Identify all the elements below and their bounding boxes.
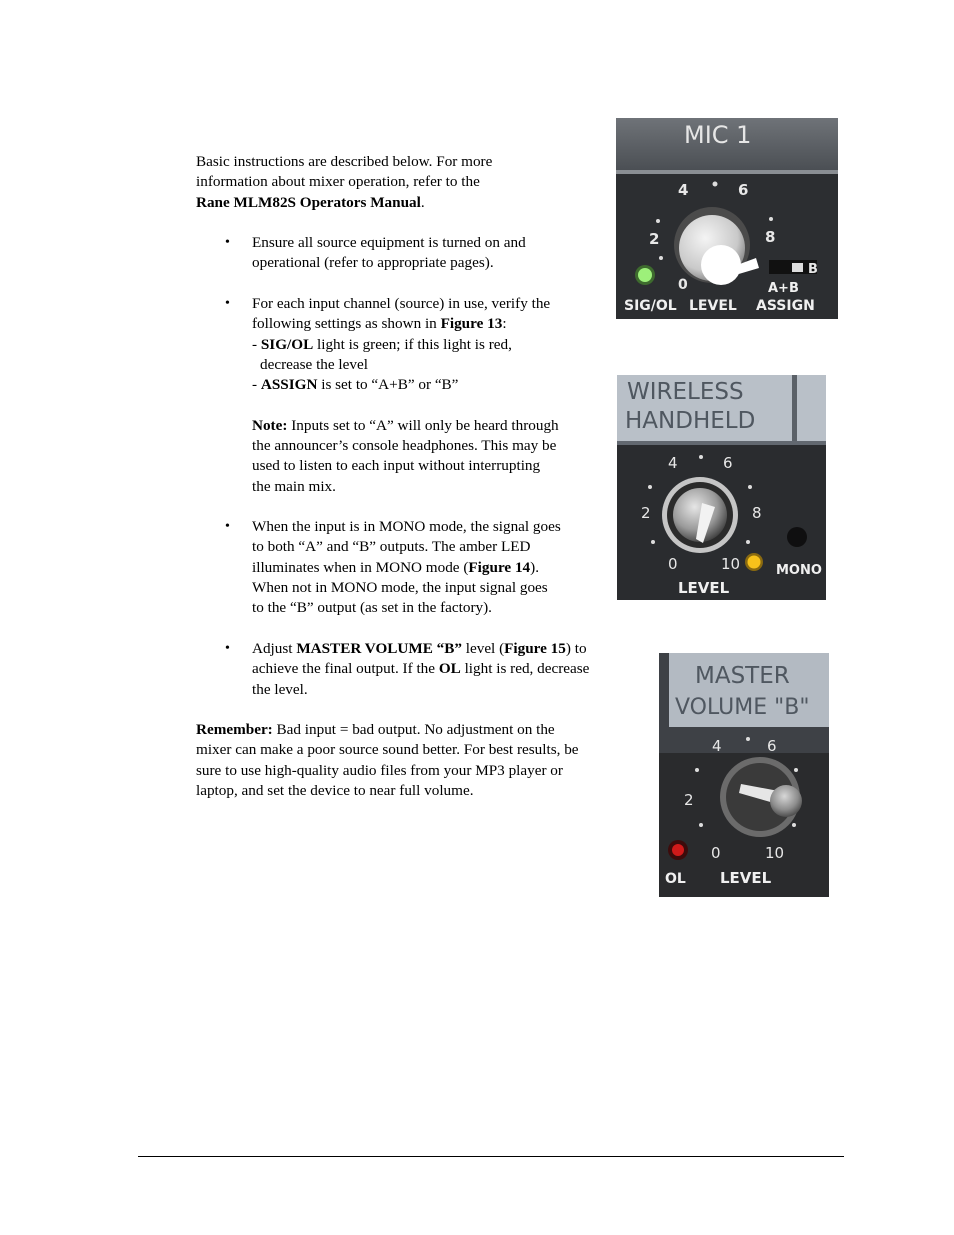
remember-line-4: laptop, and set the device to near full volume.: [196, 781, 474, 799]
mic-level-knob[interactable]: [701, 245, 741, 285]
wireless-handheld-panel-photo: [617, 375, 826, 600]
bullet-4-text: [252, 639, 589, 700]
mic-title: MIC 1: [684, 121, 752, 149]
figure-15-ref: Figure 15: [504, 640, 566, 657]
mic-tick-4: 4: [678, 181, 689, 199]
footer-rule: [138, 1156, 844, 1157]
master-tick-4: 4: [712, 737, 722, 755]
wireless-tick-2: 2: [641, 504, 651, 522]
bullet-3-line-5: to the “B” output (as set in the factory).: [252, 599, 492, 617]
master-title-1: MASTER: [695, 663, 790, 689]
assign-line: - ASSIGN is set to “A+B” or “B”: [252, 376, 459, 394]
bullet-2-line-2: following settings as shown in Figure 13:: [252, 315, 507, 333]
intro-line-1: Basic instructions are described below. For more: [196, 153, 493, 170]
sig-ol-line-2: decrease the level: [260, 355, 368, 373]
master-volume-b-panel-photo: [659, 653, 829, 897]
bullet-1-line-2: operational (refer to appropriate pages).: [252, 254, 494, 272]
wireless-level-label: LEVEL: [678, 579, 730, 597]
remember-line-3: sure to use high-quality audio files from your MP3 player or: [196, 761, 563, 779]
bullet-1-text: [252, 233, 526, 274]
wireless-tick-0: 0: [668, 555, 678, 573]
mono-led: [748, 556, 761, 569]
remember-line-1: Remember: Bad input = bad output. No adjustment on the: [196, 721, 555, 738]
mic-level-label: LEVEL: [689, 298, 737, 314]
wireless-tick-4: 4: [668, 454, 678, 472]
sig-ol-label: SIG/OL: [624, 298, 677, 314]
master-level-label: LEVEL: [720, 869, 772, 887]
bullet-4-line-3: the level.: [252, 680, 308, 698]
bullet-3-line-3: illuminates when in MONO mode (Figure 14).: [252, 558, 539, 576]
mono-button[interactable]: [787, 527, 807, 547]
wireless-tick-6: 6: [723, 454, 733, 472]
bullet-3-line-4: When not in MONO mode, the input signal goes: [252, 578, 548, 596]
note-line-1: Note: Inputs set to “A” will only be heard through: [252, 416, 559, 434]
bullet-2-line-1: For each input channel (source) in use, verify the: [252, 295, 551, 312]
remember-paragraph: [196, 720, 579, 801]
master-tick-2: 2: [684, 791, 694, 809]
wireless-tick-10: 10: [721, 555, 741, 573]
assign-switch[interactable]: [792, 263, 803, 272]
master-tick-6: 6: [767, 737, 777, 755]
mono-label: MONO: [776, 563, 822, 578]
ol-label: OL: [665, 871, 686, 887]
note-line-4: the main mix.: [252, 477, 336, 495]
mic-tick-0: 0: [678, 277, 688, 293]
bullet-2-text: [252, 294, 559, 497]
bullet-4-line-1: Adjust MASTER VOLUME “B” level (Figure 15) to: [252, 640, 587, 657]
master-tick-10: 10: [765, 844, 785, 862]
wireless-title-1: WIRELESS: [627, 379, 744, 405]
bullet-1-line-1: Ensure all source equipment is turned on and: [252, 234, 526, 251]
bullet-4-marker: •: [225, 641, 230, 656]
mic-tick-6: 6: [738, 181, 749, 199]
manual-title: Rane MLM82S Operators Manual: [196, 193, 421, 211]
sig-ol-led: [638, 268, 652, 282]
bullet-3-line-2: to both “A” and “B” outputs. The amber LED: [252, 538, 531, 556]
assign-b-label: B: [808, 262, 818, 277]
figure-13-ref: Figure 13: [440, 315, 503, 333]
bullet-1-marker: •: [225, 235, 230, 250]
figure-14-ref: Figure 14: [468, 558, 531, 576]
intro-line-2: information about mixer operation, refer to the: [196, 173, 480, 191]
master-title-2: VOLUME "B": [675, 695, 810, 720]
bullet-3-marker: •: [225, 519, 230, 534]
note-line-2: the announcer’s console headphones. This may be: [252, 437, 557, 455]
bullet-3-text: [252, 517, 561, 618]
bullet-3-line-1: When the input is in MONO mode, the signal goes: [252, 518, 561, 535]
remember-line-2: mixer can make a poor source sound better. For best results, be: [196, 741, 579, 759]
sig-ol-line: - SIG/OL light is green; if this light is red,: [252, 335, 512, 353]
mic-tick-8: 8: [765, 228, 776, 246]
bullet-4-line-2: achieve the final output. If the OL light is red, decrease: [252, 660, 590, 678]
assign-ab-label: A+B: [768, 281, 799, 296]
wireless-title-2: HANDHELD: [625, 408, 756, 434]
master-tick-0: 0: [711, 844, 721, 862]
intro-paragraph: [196, 152, 492, 213]
bullet-2-marker: •: [225, 296, 230, 311]
master-level-knob[interactable]: [770, 785, 802, 817]
intro-line-3: Rane MLM82S Operators Manual.: [196, 193, 425, 211]
note-line-3: used to listen to each input without interrupting: [252, 457, 541, 475]
ol-led: [672, 844, 684, 856]
mic-tick-2: 2: [649, 230, 660, 248]
wireless-tick-8: 8: [752, 504, 762, 522]
assign-label: ASSIGN: [756, 298, 815, 314]
mic-1-panel-photo: [616, 118, 838, 319]
